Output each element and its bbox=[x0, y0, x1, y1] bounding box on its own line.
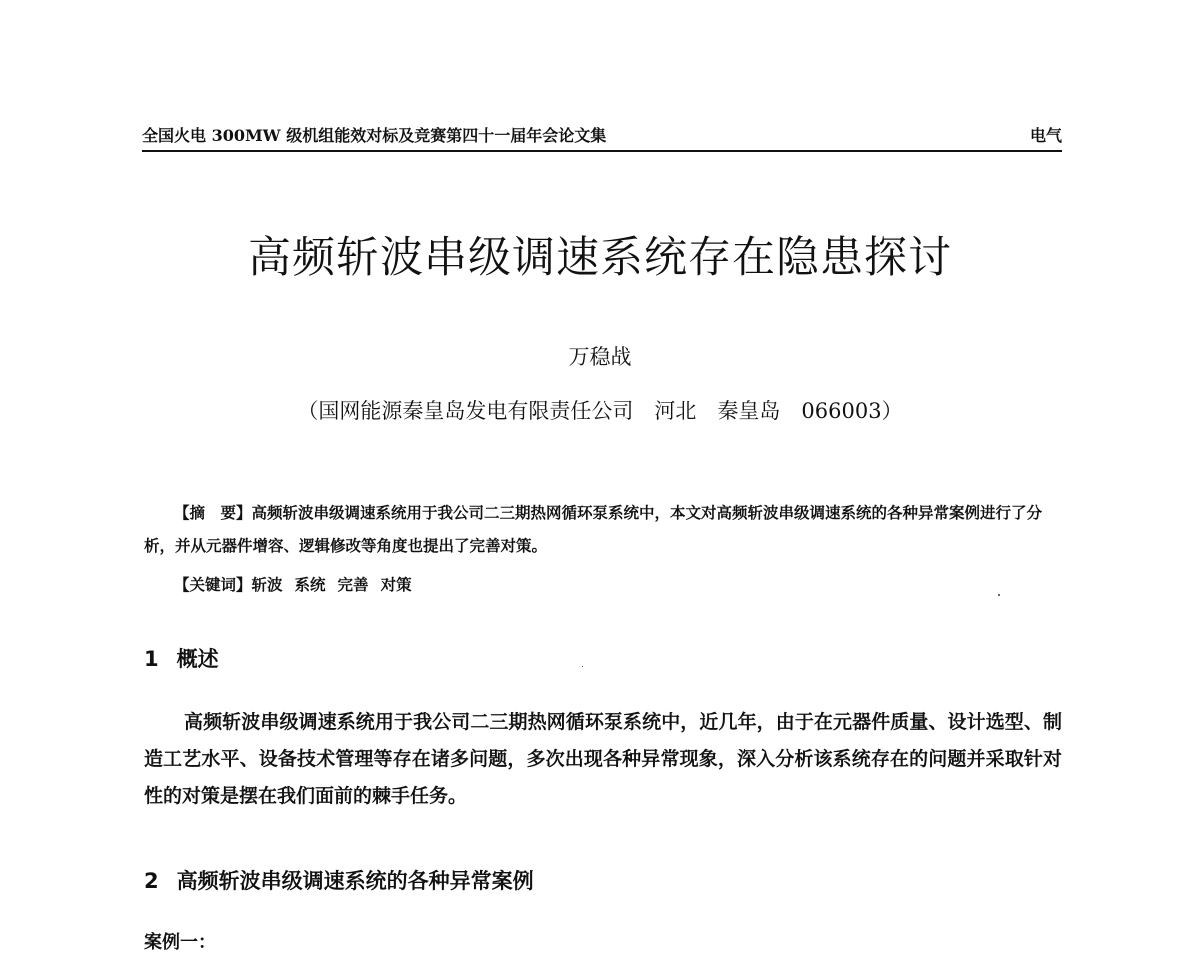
paper-title: 高频斩波串级调速系统存在隐患探讨 bbox=[248, 233, 952, 283]
section-heading-1 bbox=[144, 644, 219, 674]
scan-speck bbox=[582, 666, 583, 667]
author-name: 万稳战 bbox=[568, 345, 632, 369]
keywords-label: 【关键词】 bbox=[174, 575, 252, 594]
section-number: 2 bbox=[144, 869, 159, 893]
category-label: 电气 bbox=[1029, 126, 1062, 145]
keyword: 完善 bbox=[337, 575, 369, 594]
section-1-body: 高频斩波串级调速系统用于我公司二三期热网循环泵系统中，近几年，由于在元器件质量、设计选型、制造工艺水平、设备技术管理等存在诸多问题，多次出现各种异常现象，深入分析该系统存在的问题并采取针对性的对策是摆在我们面前的棘手任务。 bbox=[144, 711, 1062, 807]
abstract-text: 高频斩波串级调速系统用于我公司二三期热网循环泵系统中，本文对高频斩波串级调速系统的各种异常案例进行了分析，并从元器件增容、逻辑修改等角度也提出了完善对策。 bbox=[144, 503, 1043, 555]
author-affiliation: （国网能源秦皇岛发电有限责任公司 河北 秦皇岛 066003） bbox=[297, 399, 903, 423]
section-number: 1 bbox=[144, 647, 159, 671]
running-header bbox=[142, 124, 1062, 152]
section-heading-2 bbox=[144, 866, 534, 896]
keyword: 系统 bbox=[294, 575, 326, 594]
section-title: 高频斩波串级调速系统的各种异常案例 bbox=[176, 869, 534, 893]
case-heading: 案例一： bbox=[144, 932, 216, 953]
abstract bbox=[144, 496, 1062, 562]
scan-speck bbox=[998, 594, 1000, 596]
keyword: 斩波 bbox=[251, 575, 283, 594]
abstract-label: 【摘 要】 bbox=[174, 503, 252, 522]
section-title: 概述 bbox=[176, 647, 219, 671]
proceedings-title: 全国火电 300MW 级机组能效对标及竞赛第四十一届年会论文集 bbox=[142, 126, 607, 145]
keywords bbox=[174, 568, 1054, 601]
keyword: 对策 bbox=[380, 575, 412, 594]
